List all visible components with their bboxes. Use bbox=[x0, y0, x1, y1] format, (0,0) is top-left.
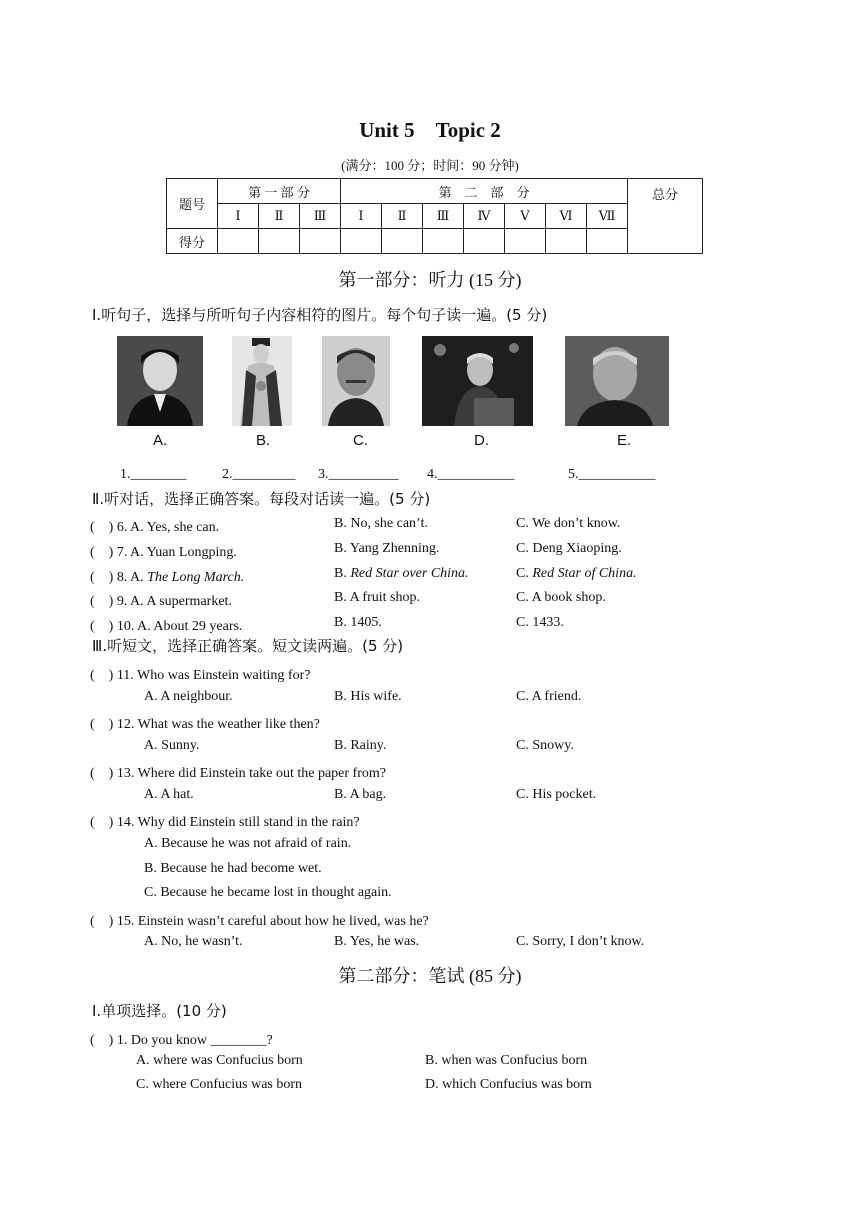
option-c: C. Snowy. bbox=[516, 738, 574, 753]
score-cell[interactable] bbox=[505, 229, 546, 254]
answer-blank-1[interactable]: 1.________ bbox=[120, 467, 187, 482]
photo-e bbox=[565, 336, 669, 426]
option-c: C. Because he became lost in thought again. bbox=[144, 885, 392, 900]
total-header: 总分 bbox=[628, 179, 703, 229]
option-c: C. 1433. bbox=[516, 615, 564, 630]
question-1: ( ) 1. Do you know ________? bbox=[90, 1033, 273, 1048]
part1-header: 第 一 部 分 bbox=[218, 179, 341, 204]
score-table bbox=[166, 178, 703, 254]
option-a: A. A neighbour. bbox=[144, 689, 233, 704]
score-cell[interactable] bbox=[464, 229, 505, 254]
option-b: B. when was Confucius born bbox=[425, 1053, 588, 1068]
part2-col: Ⅴ bbox=[505, 204, 546, 229]
score-label: 得分 bbox=[167, 229, 218, 254]
option-c: C. Red Star of China. bbox=[516, 566, 637, 581]
question-8: ( ) 8. A. The Long March. bbox=[90, 570, 245, 585]
photo-label-c: C. bbox=[353, 432, 368, 449]
section-heading: Ⅰ.单项选择。(10 分) bbox=[92, 1002, 227, 1020]
option-c: C. We don’t know. bbox=[516, 516, 621, 531]
option-b: B. Red Star over China. bbox=[334, 566, 469, 581]
part2-col: Ⅰ bbox=[341, 204, 382, 229]
part1-col: Ⅱ bbox=[259, 204, 300, 229]
section-heading: Ⅰ.听句子，选择与所听句子内容相符的图片。每个句子读一遍。(5 分) bbox=[92, 306, 548, 324]
total-score-cell[interactable] bbox=[628, 229, 703, 254]
option-b: B. Yes, he was. bbox=[334, 934, 420, 949]
question-6: ( ) 6. A. Yes, she can. bbox=[90, 520, 220, 535]
option-c: C. Deng Xiaoping. bbox=[516, 541, 622, 556]
exam-info: (满分：100 分；时间：90 分钟) bbox=[341, 158, 519, 173]
photo-label-d: D. bbox=[474, 432, 489, 449]
part2-col: Ⅲ bbox=[423, 204, 464, 229]
part2-header: 第 二 部 分 bbox=[341, 179, 628, 204]
question-11: ( ) 11. Who was Einstein waiting for? bbox=[90, 668, 311, 683]
option-a: A. Because he was not afraid of rain. bbox=[144, 836, 352, 851]
page-title: Unit 5 Topic 2 bbox=[359, 118, 501, 142]
option-b: B. A bag. bbox=[334, 787, 387, 802]
score-cell[interactable] bbox=[300, 229, 341, 254]
option-a: A. Sunny. bbox=[144, 738, 200, 753]
item-number-label: 题号 bbox=[167, 179, 218, 229]
part2-col: Ⅳ bbox=[464, 204, 505, 229]
score-cell[interactable] bbox=[587, 229, 628, 254]
part1-col: Ⅲ bbox=[300, 204, 341, 229]
section-heading: Ⅲ.听短文，选择正确答案。短文读两遍。(5 分) bbox=[92, 637, 404, 655]
option-d: D. which Confucius was born bbox=[425, 1077, 592, 1092]
question-7: ( ) 7. A. Yuan Longping. bbox=[90, 545, 237, 560]
question-15: ( ) 15. Einstein wasn’t careful about how he lived, was he? bbox=[90, 914, 429, 929]
photo-b bbox=[232, 336, 292, 426]
score-cell[interactable] bbox=[259, 229, 300, 254]
option-c: C. A book shop. bbox=[516, 590, 606, 605]
photo-label-b: B. bbox=[256, 432, 271, 449]
answer-blank-5[interactable]: 5.___________ bbox=[568, 467, 656, 482]
photo-a bbox=[117, 336, 203, 426]
section-heading: Ⅱ.听对话，选择正确答案。每段对话读一遍。(5 分) bbox=[92, 490, 431, 508]
option-c: C. A friend. bbox=[516, 689, 582, 704]
photo-label-e: E. bbox=[617, 432, 632, 449]
part1-col: Ⅰ bbox=[218, 204, 259, 229]
option-b: B. 1405. bbox=[334, 615, 382, 630]
answer-blank-3[interactable]: 3.__________ bbox=[318, 467, 399, 482]
option-c: C. where Confucius was born bbox=[136, 1077, 303, 1092]
answer-blank-4[interactable]: 4.___________ bbox=[427, 467, 515, 482]
score-cell[interactable] bbox=[546, 229, 587, 254]
question-14: ( ) 14. Why did Einstein still stand in the rain? bbox=[90, 815, 360, 830]
option-b: B. Yang Zhenning. bbox=[334, 541, 440, 556]
question-13: ( ) 13. Where did Einstein take out the paper from? bbox=[90, 766, 386, 781]
part2-col: Ⅶ bbox=[587, 204, 628, 229]
option-a: A. where was Confucius born bbox=[136, 1053, 303, 1068]
score-cell[interactable] bbox=[341, 229, 382, 254]
part2-col: Ⅱ bbox=[382, 204, 423, 229]
question-10: ( ) 10. A. About 29 years. bbox=[90, 619, 243, 634]
question-12: ( ) 12. What was the weather like then? bbox=[90, 717, 320, 732]
part2-col: Ⅵ bbox=[546, 204, 587, 229]
option-b: B. A fruit shop. bbox=[334, 590, 420, 605]
photo-label-a: A. bbox=[153, 432, 168, 449]
photo-c bbox=[322, 336, 390, 426]
photo-d bbox=[422, 336, 533, 426]
part2-heading: 第二部分：笔试 (85 分) bbox=[338, 966, 522, 986]
score-cell[interactable] bbox=[382, 229, 423, 254]
option-b: B. Because he had become wet. bbox=[144, 861, 322, 876]
option-c: C. His pocket. bbox=[516, 787, 597, 802]
option-b: B. No, she can’t. bbox=[334, 516, 428, 531]
answer-blank-2[interactable]: 2._________ bbox=[222, 467, 296, 482]
score-cell[interactable] bbox=[423, 229, 464, 254]
option-a: A. A hat. bbox=[144, 787, 194, 802]
option-c: C. Sorry, I don’t know. bbox=[516, 934, 645, 949]
option-a: A. No, he wasn’t. bbox=[144, 934, 243, 949]
option-b: B. His wife. bbox=[334, 689, 402, 704]
option-b: B. Rainy. bbox=[334, 738, 387, 753]
question-9: ( ) 9. A. A supermarket. bbox=[90, 594, 232, 609]
part1-heading: 第一部分：听力 (15 分) bbox=[338, 270, 522, 290]
score-cell[interactable] bbox=[218, 229, 259, 254]
